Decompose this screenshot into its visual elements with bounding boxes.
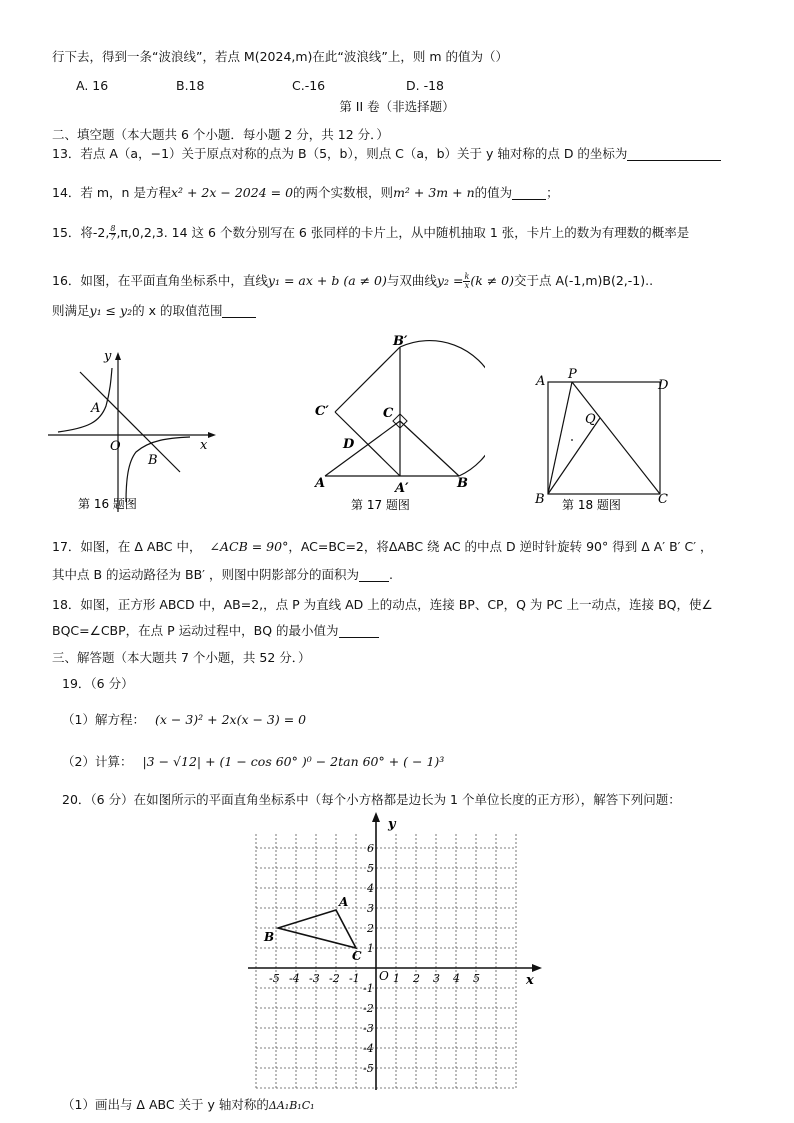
question-19-1 xyxy=(62,711,306,729)
fraction-numerator: k xyxy=(464,272,470,281)
arc-bb-prime xyxy=(400,341,485,476)
inequality: y₁ ≤ y₂ xyxy=(89,303,133,318)
solve-heading: 三、解答题（本大题共 7 个小题，共 52 分．） xyxy=(52,650,311,665)
segment-ac xyxy=(325,421,400,476)
point-label-a: A xyxy=(91,401,101,416)
question-17 xyxy=(52,538,713,556)
question-14-text: 的两个实数根，则 xyxy=(293,185,394,200)
figure-16-caption: 第 16 题图 xyxy=(78,497,137,511)
question-15-text: 15．将-2, xyxy=(52,225,110,240)
x-axis-arrow xyxy=(208,432,216,438)
x-tick-label: -2 xyxy=(329,972,340,985)
point-label-d: D xyxy=(343,437,355,452)
axis-label-x: x xyxy=(200,438,208,453)
question-13-text: 13．若点 A（a，−1）关于原点对称的点为 B（5，b），则点 C（a，b）关于 y 轴对称的点 D 的坐标为 xyxy=(52,146,628,161)
question-14-text: 的值为 xyxy=(474,185,513,200)
question-17-line-2 xyxy=(52,566,393,584)
angle-expression: ∠ACB = 90° xyxy=(209,539,289,554)
hyperbola-function: y₂ = xyxy=(436,273,464,288)
answer-blank-13 xyxy=(627,147,721,161)
point-label-c-prime: C′ xyxy=(315,404,329,419)
point-label-b-prime: B′ xyxy=(393,335,408,349)
punctuation: . xyxy=(388,567,393,582)
grid-lines xyxy=(256,834,516,1088)
option-d: D. -18 xyxy=(406,78,444,93)
point-label-b: B xyxy=(457,476,468,491)
axis-label-y: y xyxy=(388,817,396,832)
question-15-text: ,π,0,2,3. 14 这 6 个数分别写在 6 张同样的卡片上，从中随机抽取 1 张，卡片上的数为有理数的概率是 xyxy=(116,225,690,240)
equation: (x − 3)² + 2x(x − 3) = 0 xyxy=(154,712,307,727)
point-label-c: C xyxy=(383,406,394,421)
segment-cb xyxy=(400,421,459,476)
answer-blank-18 xyxy=(339,624,379,638)
question-20: 20．（6 分）在如图所示的平面直角坐标系中（每个小方格都是边长为 1 个单位长度的正方形），解答下列问题： xyxy=(62,792,681,807)
x-tick-label: 3 xyxy=(433,972,440,985)
question-20-1 xyxy=(62,1096,315,1115)
answer-blank-14 xyxy=(512,186,546,200)
answer-blank-16 xyxy=(222,304,256,318)
figure-18-caption: 第 18 题图 xyxy=(562,498,621,512)
figure-18 xyxy=(530,360,690,520)
dot-mark xyxy=(571,439,573,441)
x-tick-label: 5 xyxy=(473,972,480,985)
question-continuation: 行下去，得到一条“波浪线”，若点 M(2024,m)在此“波浪线”上，则 m 的值为（） xyxy=(52,49,509,64)
point-label-a-prime: A′ xyxy=(395,481,409,496)
origin-label: O xyxy=(379,969,389,983)
y-tick-label: -3 xyxy=(363,1022,374,1035)
question-14-text: 14．若 m，n 是方程 xyxy=(52,185,171,200)
line-y1 xyxy=(80,372,180,472)
point-label-d: D xyxy=(658,378,669,393)
point-label-a: A xyxy=(339,895,349,909)
question-16 xyxy=(52,272,653,290)
figure-17 xyxy=(305,335,485,520)
sub-question-label: （1）解方程： xyxy=(62,712,145,727)
question-13 xyxy=(52,145,721,163)
question-14 xyxy=(52,184,559,202)
x-tick-label: -4 xyxy=(289,972,300,985)
segment-pc xyxy=(572,382,660,494)
punctuation: ； xyxy=(546,185,559,200)
option-b: B.18 xyxy=(176,78,205,93)
question-16-text: 16．如图，在平面直角坐标系中，直线 xyxy=(52,273,268,288)
fill-in-heading: 二、填空题（本大题共 6 个小题．每小题 2 分，共 12 分．） xyxy=(52,127,389,142)
y-tick-label: 5 xyxy=(367,862,374,875)
expression: |3 − √12| + (1 − cos 60° )⁰ − 2tan 60° + ( − 1)³ xyxy=(142,754,445,769)
fraction-denominator: x xyxy=(464,281,470,290)
part-two-title: 第 II 卷（非选择题） xyxy=(339,99,455,114)
sub-question-text: （1）画出与 Δ ABC 关于 y 轴对称的 xyxy=(62,1097,269,1112)
question-16-text: 与双曲线 xyxy=(386,273,437,288)
question-17-text: 17．如图，在 Δ ABC 中， xyxy=(52,539,202,554)
x-tick-label: -3 xyxy=(309,972,320,985)
segment-b-prime-c-prime xyxy=(335,347,400,412)
option-c: C.-16 xyxy=(292,78,326,93)
question-18-line-2 xyxy=(52,622,379,640)
question-17-text: ，AC=BC=2，将ΔABC 绕 AC 的中点 D 逆时针旋转 90° 得到 Δ A′ B′ C′ ， xyxy=(288,539,713,554)
x-axis-arrow xyxy=(532,964,542,972)
equation: x² + 2x − 2024 = 0 xyxy=(170,185,294,200)
sub-question-label: （2）计算： xyxy=(62,754,133,769)
point-label-b: B xyxy=(264,930,275,944)
axis-label-x: x xyxy=(526,973,534,988)
hyperbola-condition: (k ≠ 0) xyxy=(470,273,515,288)
point-label-p: P xyxy=(568,367,577,382)
question-16-text: 交于点 A(-1,m)B(2,-1).. xyxy=(514,273,654,288)
question-16-line-2 xyxy=(52,302,256,320)
figure-16 xyxy=(40,340,230,520)
question-16-text: 则满足 xyxy=(52,303,90,318)
question-18: 18．如图，正方形 ABCD 中，AB=2,，点 P 为直线 AD 上的动点，连接 BP、CP，Q 为 PC 上一动点，连接 BQ，使∠ xyxy=(52,597,713,612)
point-label-a: A xyxy=(315,476,326,491)
fraction-numerator: 8 xyxy=(110,224,116,233)
y-tick-label: 6 xyxy=(367,842,374,855)
option-a: A. 16 xyxy=(76,78,109,93)
question-17-text: 其中点 B 的运动路径为 BB′ ，则图中阴影部分的面积为 xyxy=(52,567,359,582)
y-tick-label: 4 xyxy=(367,882,374,895)
y-tick-label: 3 xyxy=(367,902,374,915)
figure-17-caption: 第 17 题图 xyxy=(351,498,410,512)
y-axis-arrow xyxy=(372,812,380,822)
y-tick-label: 1 xyxy=(367,942,374,955)
x-tick-label: 4 xyxy=(453,972,460,985)
question-15 xyxy=(52,224,689,242)
axis-label-y: y xyxy=(104,349,112,364)
answer-blank-17 xyxy=(359,568,389,582)
triangle-name: ΔA₁B₁C₁ xyxy=(268,1099,315,1112)
square-abcd xyxy=(548,382,660,494)
x-tick-label: -1 xyxy=(349,972,360,985)
y-tick-label: -1 xyxy=(363,982,374,995)
question-19-title: 19．（6 分） xyxy=(62,676,134,691)
y-tick-label: -4 xyxy=(363,1042,374,1055)
origin-label: O xyxy=(110,439,121,454)
point-label-c: C xyxy=(352,949,362,963)
y-axis-arrow xyxy=(115,352,121,360)
linear-function: y₁ = ax + b (a ≠ 0) xyxy=(267,273,387,288)
y-tick-label: 2 xyxy=(367,922,374,935)
question-18-text: BQC=∠CBP，在点 P 运动过程中，BQ 的最小值为 xyxy=(52,623,339,638)
question-16-text: 的 x 的取值范围 xyxy=(132,303,223,318)
x-tick-label: 2 xyxy=(413,972,420,985)
point-label-a: A xyxy=(536,374,546,389)
point-label-b: B xyxy=(535,492,545,507)
x-tick-label: -5 xyxy=(269,972,280,985)
expression: m² + 3m + n xyxy=(393,185,475,200)
triangle-abc xyxy=(278,910,356,948)
y-tick-label: -2 xyxy=(363,1002,374,1015)
coordinate-grid-figure xyxy=(240,808,550,1098)
fraction-denominator: 7 xyxy=(110,233,116,242)
y-tick-label: -5 xyxy=(363,1062,374,1075)
point-label-b: B xyxy=(148,453,158,468)
x-tick-label: 1 xyxy=(393,972,400,985)
point-label-c: C xyxy=(658,492,668,507)
hyperbola-branch-right xyxy=(126,437,190,502)
tick-labels xyxy=(269,842,480,1075)
point-label-q: Q xyxy=(585,412,596,427)
question-19-2 xyxy=(62,753,444,771)
